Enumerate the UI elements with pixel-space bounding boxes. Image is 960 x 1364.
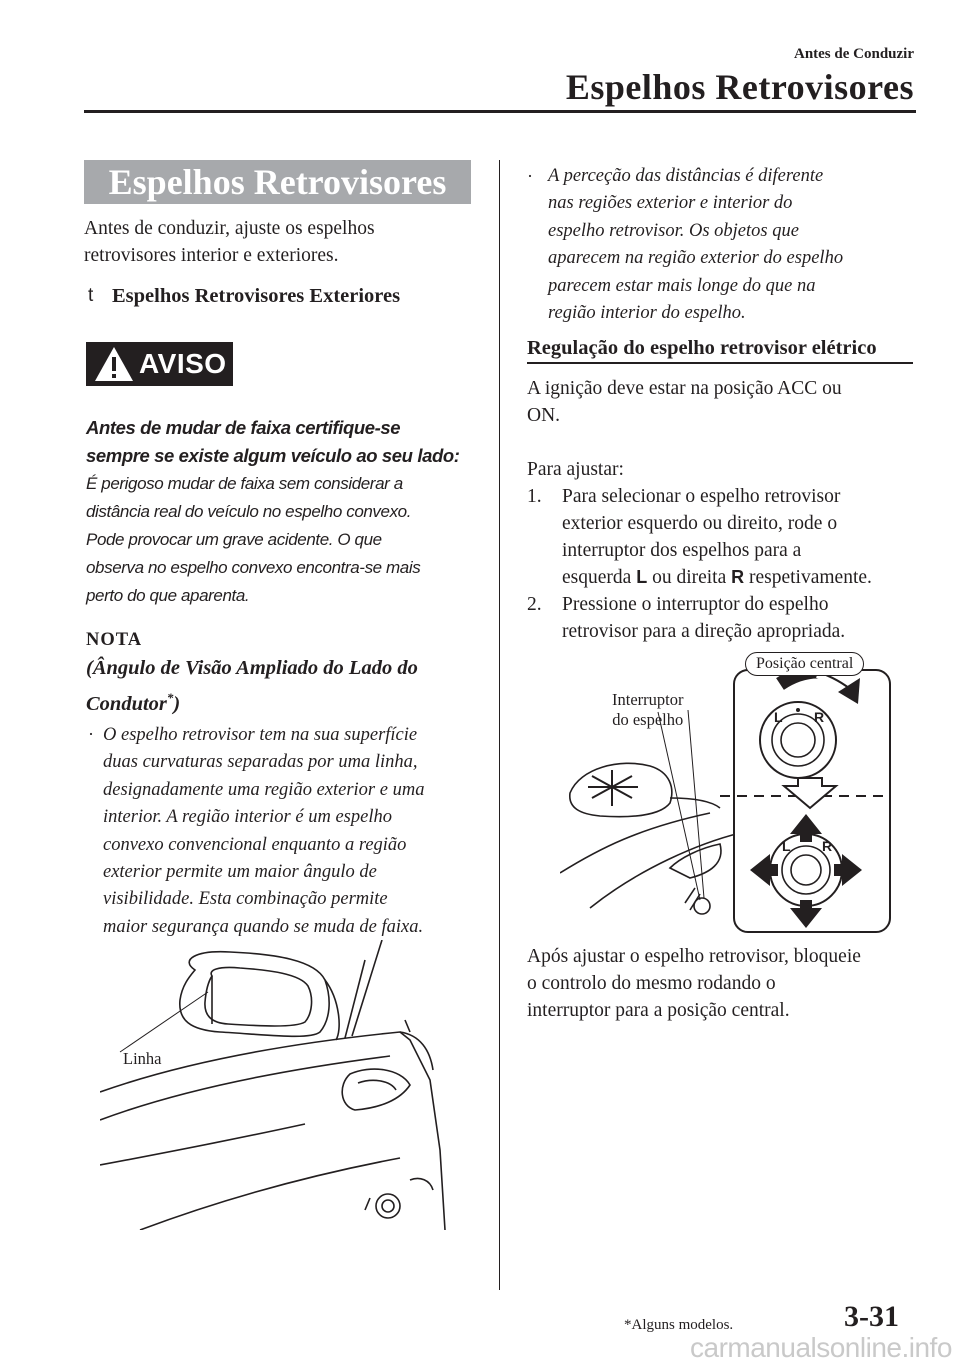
bullet-dot: · [88, 724, 94, 744]
bullet-line: visibilidade. Esta combinação permite [103, 889, 388, 910]
after-line: Após ajustar o espelho retrovisor, bloqueie [527, 946, 861, 967]
footnote: *Alguns modelos. [624, 1317, 734, 1333]
switch-label-line1: Interruptor [612, 690, 684, 709]
intro-line: retrovisores interior e exteriores. [84, 245, 339, 266]
asterisk: * [166, 690, 174, 705]
nota-subtitle-text: Condutor [86, 692, 167, 715]
warning-body-line: distância real do veículo no espelho convexo. [86, 502, 412, 521]
column-divider [499, 160, 500, 1290]
center-position-label: Posição central [745, 652, 864, 676]
bullet-line: O espelho retrovisor tem na sua superfície [103, 725, 418, 745]
intro-text [84, 215, 375, 269]
warning-bold-line: Antes de mudar de faixa certifique-se [86, 417, 401, 438]
step-line: Pressione o interruptor do espelho [562, 594, 829, 615]
warning-triangle-icon [94, 346, 134, 382]
bullet-line: A perceção das distâncias é diferente [548, 166, 824, 186]
bullet-line: espelho retrovisor. Os objetos que [548, 220, 799, 241]
ignition-text [527, 375, 842, 429]
svg-text:R: R [822, 838, 833, 854]
warning-badge [86, 342, 233, 386]
nota-bullet-2 [548, 163, 843, 327]
page-title: Espelhos Retrovisores [565, 67, 914, 107]
section-heading: Espelhos Retrovisores Exteriores [112, 285, 401, 307]
watermark: carmanualsonline.info [690, 1332, 952, 1363]
bullet-line: designadamente uma região exterior e uma [103, 779, 425, 800]
warning-body-line: É perigoso mudar de faixa sem considerar a [86, 474, 403, 493]
warning-bold-line: sempre se existe algum veículo ao seu lado: [86, 445, 460, 466]
chapter-label: Antes de Conduzir [793, 46, 914, 62]
switch-label-line2: do espelho [612, 710, 684, 729]
step-line: Para selecionar o espelho retrovisor [562, 486, 841, 507]
svg-text:R: R [814, 709, 825, 725]
ignition-line: A ignição deve estar na posição ACC ou [527, 378, 842, 399]
warning-body-line: perto do que aparenta. [86, 586, 250, 605]
after-adjust-text [527, 943, 861, 1024]
step-line: retrovisor para a direção apropriada. [562, 621, 846, 642]
warning-bold-text [86, 414, 460, 470]
step-line: exterior esquerdo ou direito, rode o [562, 513, 838, 534]
bullet-line: exterior permite um maior ângulo de [103, 862, 377, 883]
bullet-line: convexo convencional enquanto a região [103, 834, 407, 855]
bullet-line: maior segurança quando se muda de faixa. [103, 916, 424, 937]
bullet-line: parecem estar mais longe do que na [548, 275, 816, 296]
header-rule [84, 110, 916, 113]
figure1-caption: Linha [123, 1049, 162, 1068]
switch-label [612, 690, 683, 730]
step2-text [562, 591, 845, 645]
step1-text [562, 483, 872, 591]
mirror-switch-illustration [560, 648, 900, 938]
warning-body-line: observa no espelho convexo encontra-se mais [86, 558, 421, 577]
after-line: interruptor para a posição central. [527, 1000, 790, 1021]
mirror-line-illustration [100, 940, 480, 1230]
nota-bullet-1 [103, 722, 424, 941]
intro-line: Antes de conduzir, ajuste os espelhos [84, 218, 375, 239]
page-number: 3-31 [844, 1300, 899, 1333]
ignition-line: ON. [527, 405, 561, 426]
bullet-line: região interior do espelho. [548, 303, 746, 324]
svg-text:L: L [782, 838, 791, 854]
step-text: respetivamente. [749, 567, 872, 588]
warning-body-text [86, 470, 420, 610]
nota-subtitle-line2 [86, 683, 418, 719]
right-symbol: R [731, 567, 745, 587]
warning-body-line: Pode provocar um grave acidente. O que [86, 530, 382, 549]
bullet-dot: · [527, 166, 533, 186]
after-line: o controlo do mesmo rodando o [527, 973, 776, 994]
bullet-line: duas curvaturas separadas por uma linha, [103, 752, 418, 773]
step-number: 2. [527, 594, 542, 615]
step-line: interruptor dos espelhos para a [562, 540, 802, 561]
step-text: ou direita [652, 567, 727, 588]
nota-subtitle [86, 653, 418, 719]
step-text: esquerda [562, 567, 632, 588]
step-number: 1. [527, 486, 542, 507]
nota-subtitle-close: ) [173, 692, 181, 715]
step-line [562, 564, 872, 591]
left-symbol: L [636, 567, 648, 587]
warning-label: AVISO [139, 348, 227, 379]
adjust-label: Para ajustar: [527, 459, 624, 480]
bullet-line: nas regiões exterior e interior do [548, 193, 793, 214]
section-marker: t [88, 285, 94, 306]
subsection-heading [527, 337, 913, 364]
section-banner: Espelhos Retrovisores [84, 160, 471, 204]
subsection-heading-text: Regulação do espelho retrovisor elétrico [527, 337, 913, 364]
nota-subtitle-line1: (Ângulo de Visão Ampliado do Lado do [86, 657, 418, 679]
svg-text:L: L [774, 709, 783, 725]
bullet-line: interior. A região interior é um espelho [103, 807, 392, 828]
nota-heading: NOTA [86, 630, 143, 650]
bullet-line: aparecem na região exterior do espelho [548, 248, 844, 269]
